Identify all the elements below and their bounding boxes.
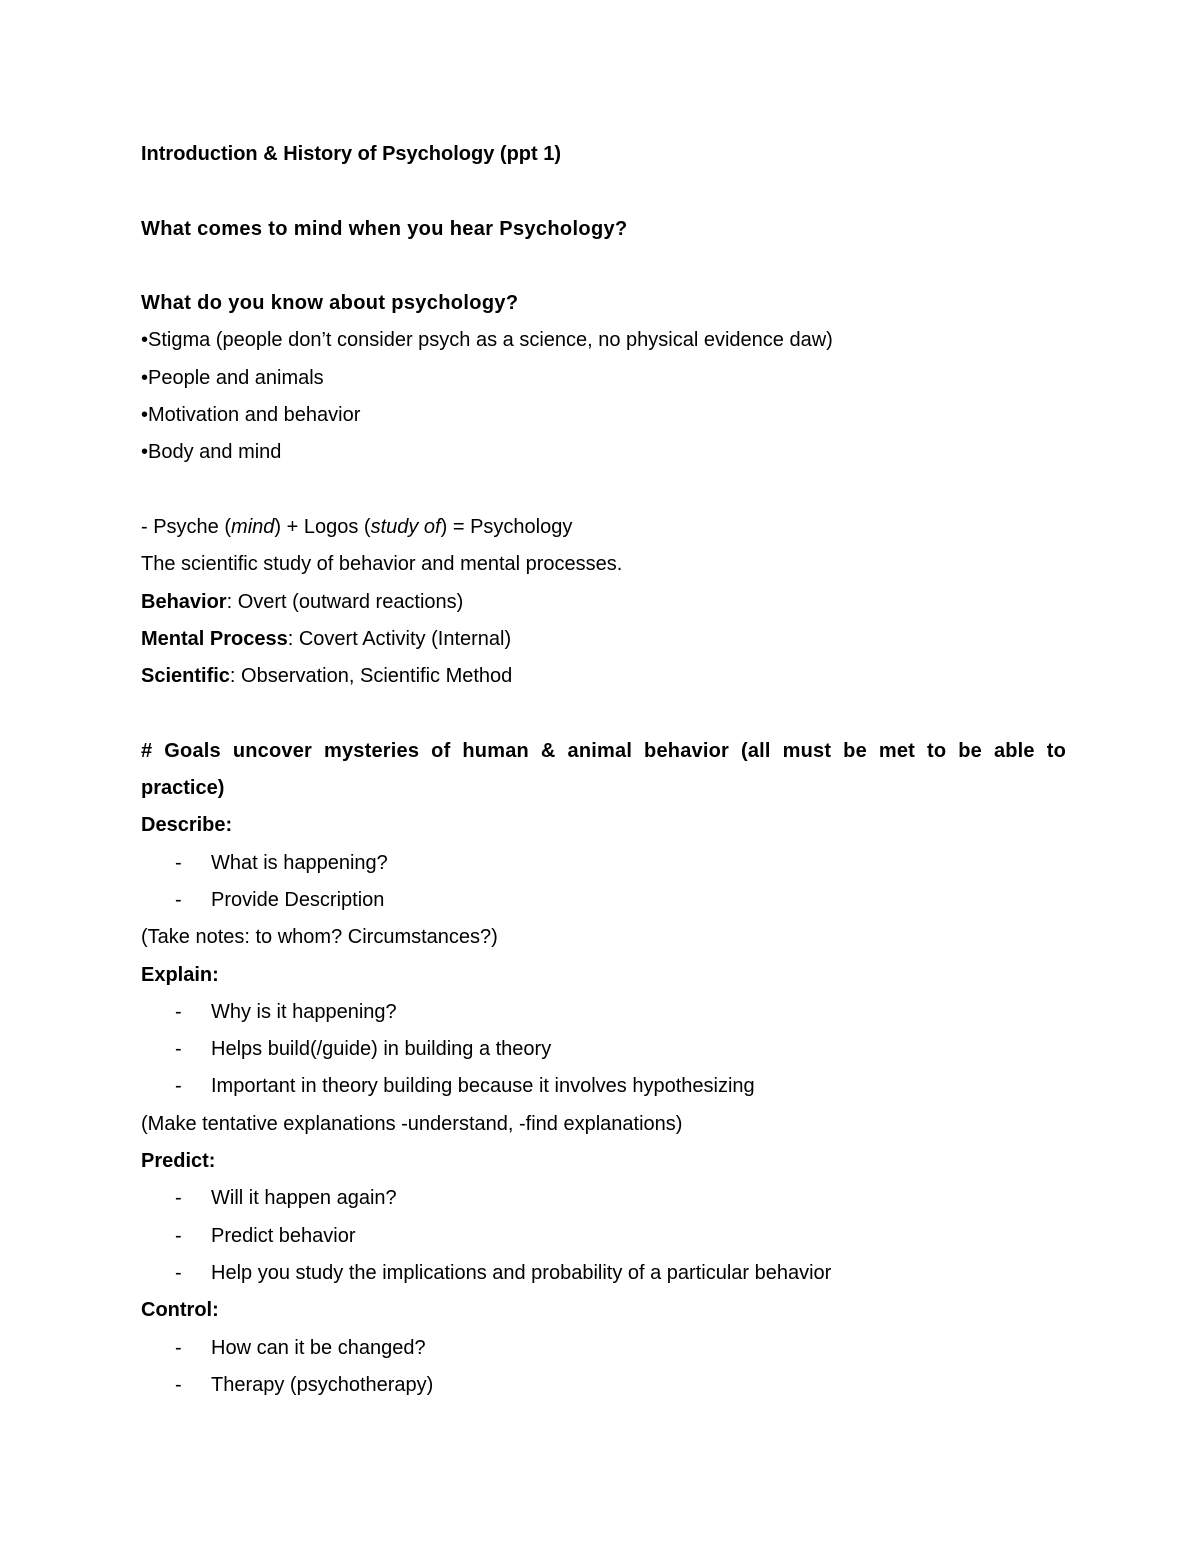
list-item [141, 1180, 1066, 1217]
section-explain-label: Explain: [141, 963, 219, 986]
list-item-text: How can it be changed? [211, 1336, 426, 1359]
etymology-middle: ) + Logos ( [274, 515, 371, 538]
goals-heading-continued: practice) [141, 777, 225, 800]
list-item [141, 994, 1066, 1031]
dash-bullet: - [175, 851, 182, 874]
explain-note: (Make tentative explanations -understand, -find explanations) [141, 1112, 683, 1135]
etymology-suffix: ) = Psychology [440, 515, 573, 538]
list-item-text: Predict behavior [211, 1224, 356, 1247]
list-item-text: What is happening? [211, 851, 388, 874]
dash-bullet: - [175, 1373, 182, 1396]
dash-bullet: - [175, 1075, 182, 1098]
dash-bullet: - [175, 1224, 182, 1247]
list-item [141, 1031, 1066, 1068]
know-item: •Motivation and behavior [141, 404, 361, 427]
know-item: •Body and mind [141, 441, 282, 464]
term-description: : Observation, Scientific Method [229, 665, 513, 688]
list-item [141, 1255, 1066, 1292]
list-item-text: Provide Description [211, 888, 385, 911]
question-what-comes-to-mind: What comes to mind when you hear Psychology? [141, 217, 628, 240]
term-description: : Covert Activity (Internal) [287, 627, 512, 650]
know-item: •Stigma (people don’t consider psych as a science, no physical evidence daw) [141, 329, 833, 352]
dash-bullet: - [175, 1261, 182, 1284]
document-page [141, 136, 1066, 1404]
list-item [141, 1218, 1066, 1255]
list-item [141, 1330, 1066, 1367]
dash-bullet: - [175, 1038, 182, 1061]
list-item [141, 845, 1066, 882]
dash-bullet: - [175, 1187, 182, 1210]
list-item-text: Why is it happening? [211, 1000, 397, 1023]
term-label: Behavior [141, 590, 227, 613]
dash-bullet: - [175, 1000, 182, 1023]
etymology-line [141, 509, 1066, 546]
term-label: Mental Process [141, 627, 288, 650]
document-title: Introduction & History of Psychology (ppt 1) [141, 143, 561, 165]
goals-heading: # Goals uncover mysteries of human & animal behavior (all must be met to be able to [141, 739, 1066, 762]
term-scientific [141, 658, 1066, 695]
know-item: •People and animals [141, 366, 324, 389]
term-behavior [141, 584, 1066, 621]
etymology-prefix: - Psyche ( [141, 515, 232, 538]
list-item-text: Helps build(/guide) in building a theory [211, 1038, 552, 1061]
section-predict-label: Predict: [141, 1150, 216, 1173]
list-item-text: Important in theory building because it involves hypothesizing [211, 1075, 755, 1098]
blank-line [141, 695, 1066, 732]
list-item-text: Help you study the implications and probability of a particular behavior [211, 1261, 832, 1284]
term-description: : Overt (outward reactions) [226, 590, 464, 613]
list-item [141, 882, 1066, 919]
dash-bullet: - [175, 888, 182, 911]
describe-note: (Take notes: to whom? Circumstances?) [141, 926, 498, 949]
section-control-label: Control: [141, 1299, 219, 1322]
blank-line [141, 472, 1066, 509]
definition: The scientific study of behavior and mental processes. [141, 553, 623, 576]
list-item-text: Therapy (psychotherapy) [211, 1373, 434, 1396]
term-mental-process [141, 621, 1066, 658]
term-label: Scientific [141, 665, 230, 688]
dash-bullet: - [175, 1336, 182, 1359]
etymology-mind: mind [231, 515, 275, 538]
question-what-do-you-know: What do you know about psychology? [141, 292, 519, 315]
blank-line [141, 173, 1066, 210]
list-item [141, 1367, 1066, 1404]
etymology-study-of: study of [370, 515, 441, 538]
blank-line [141, 248, 1066, 285]
list-item [141, 1068, 1066, 1105]
section-describe-label: Describe: [141, 814, 233, 837]
list-item-text: Will it happen again? [211, 1187, 397, 1210]
